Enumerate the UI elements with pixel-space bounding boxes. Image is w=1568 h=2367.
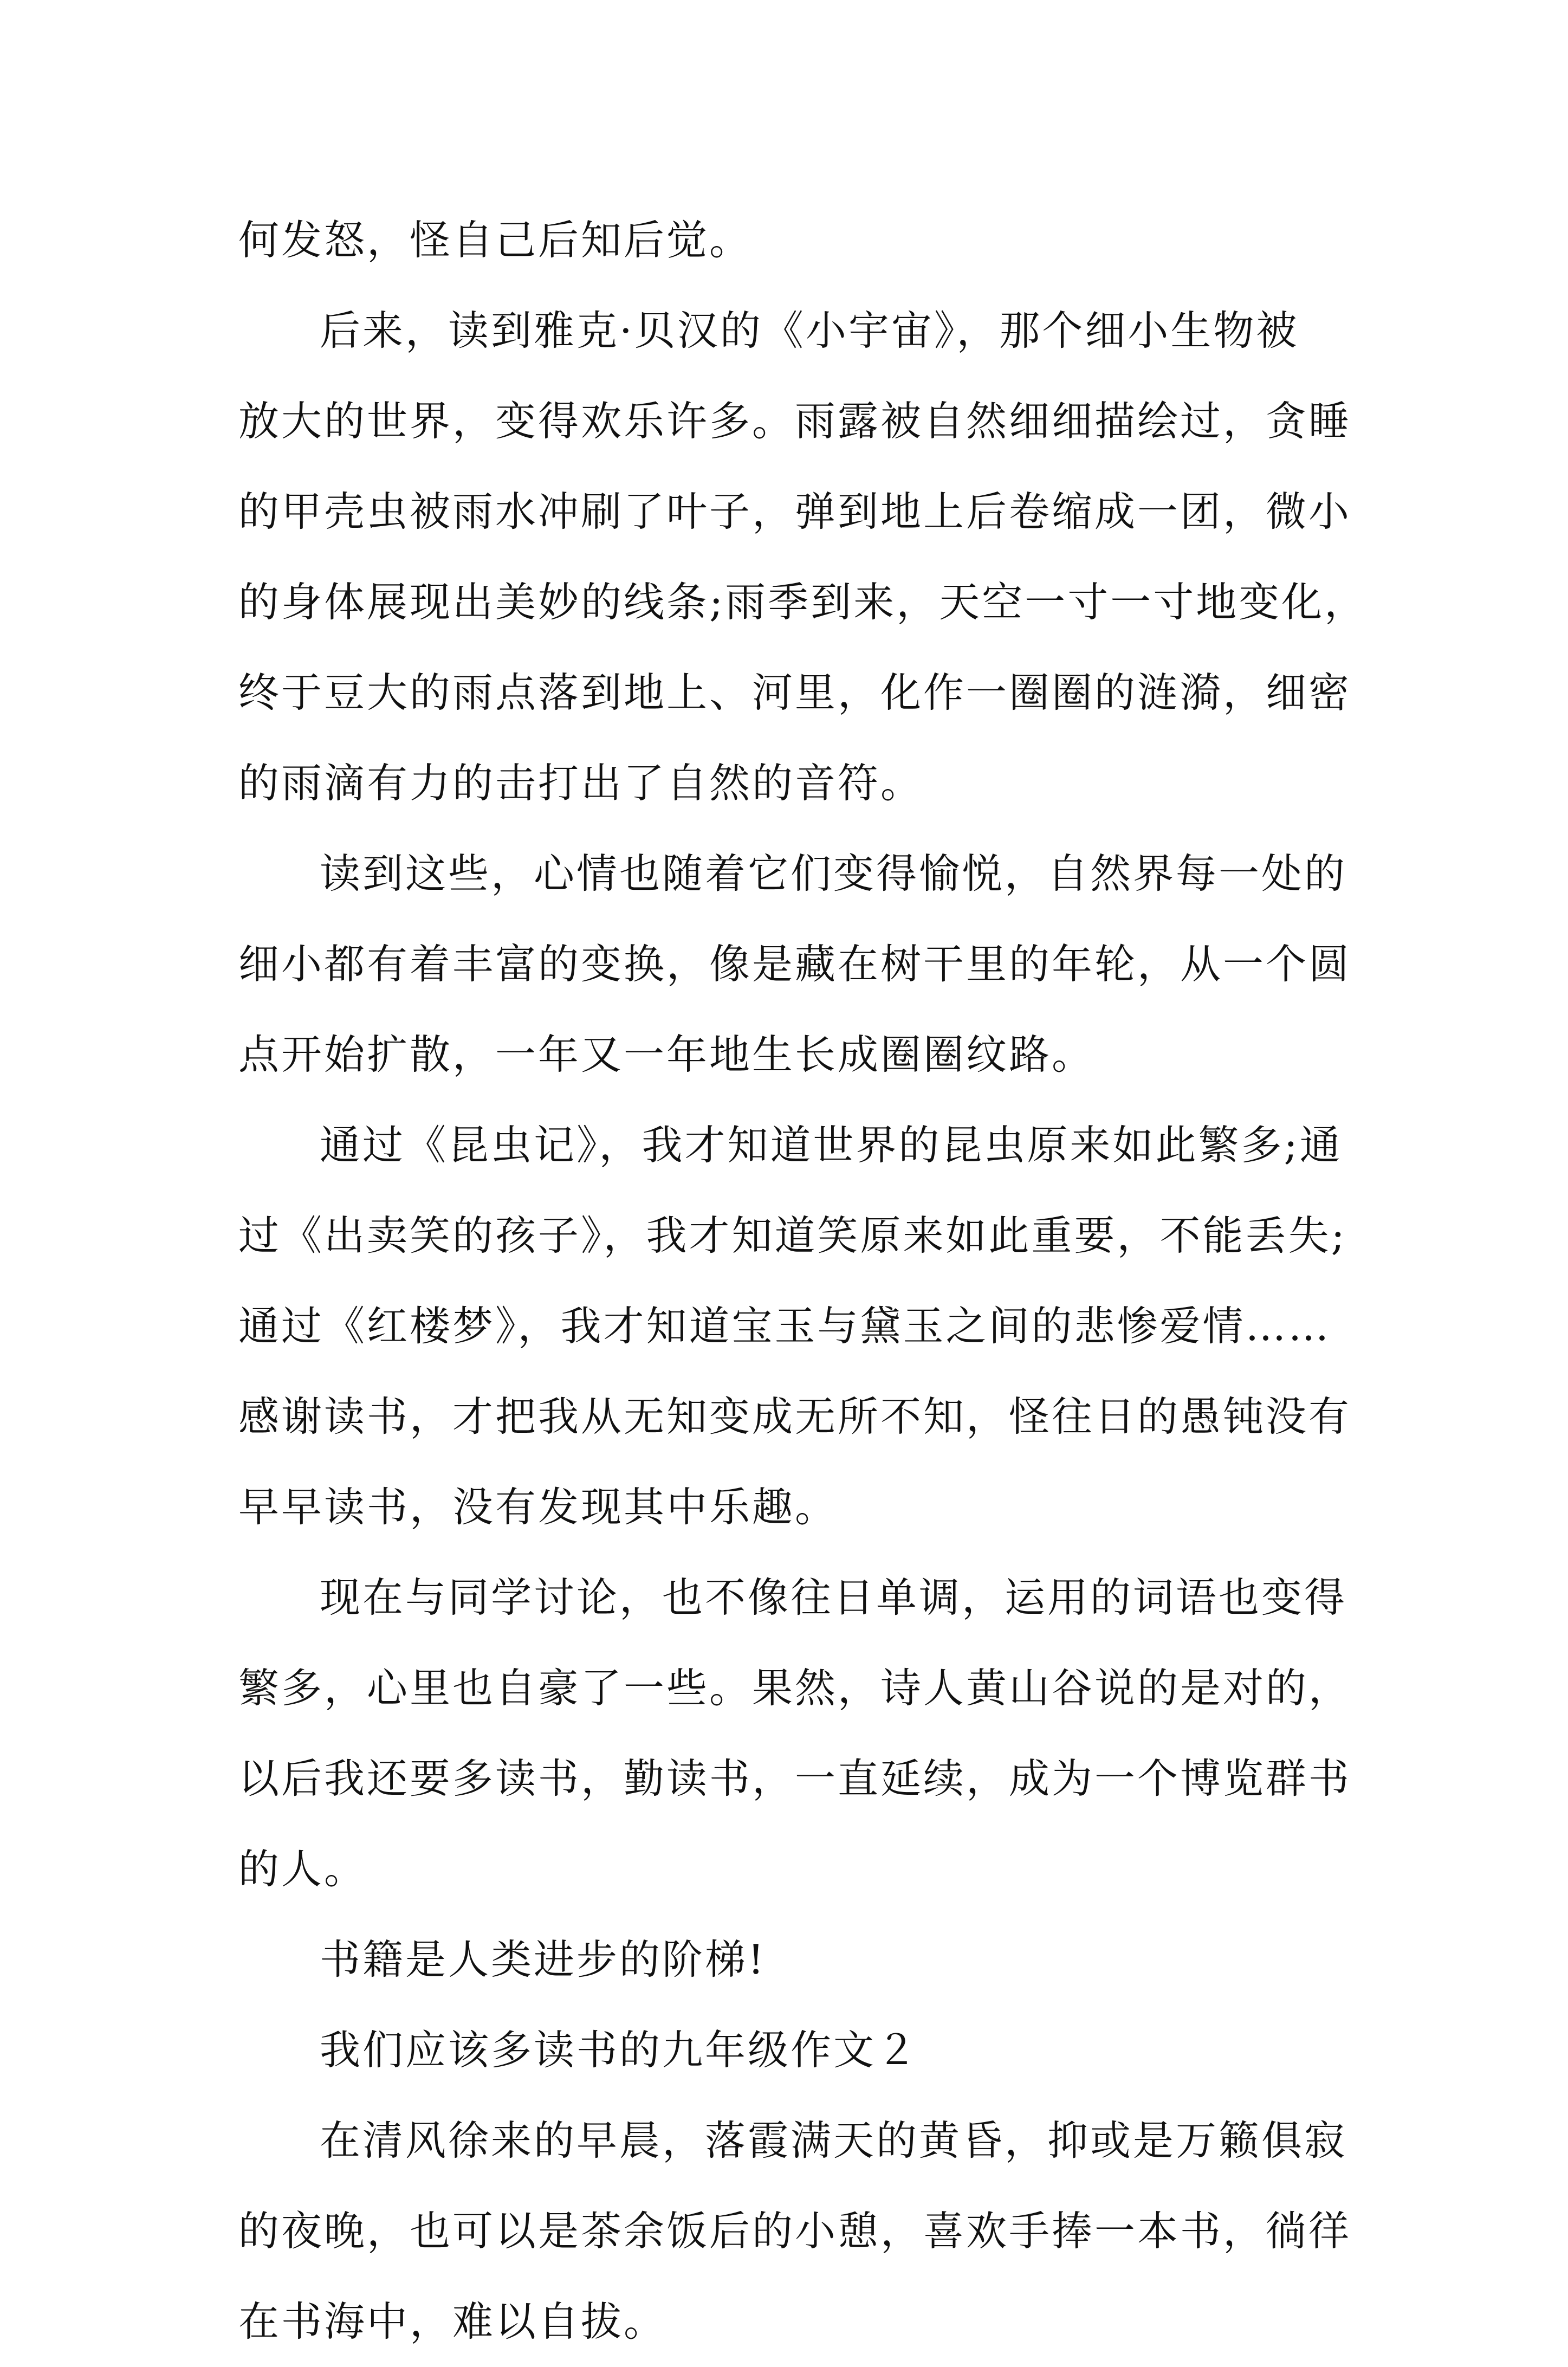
text-line: 在清风徐来的早晨，落霞满天的黄昏，抑或是万籁俱寂 xyxy=(320,2117,1347,2164)
text-line: 感谢读书，才把我从无知变成无所不知，怪往日的愚钝没有 xyxy=(238,1393,1352,1440)
text-line: 的雨滴有力的击打出了自然的音符。 xyxy=(238,759,924,807)
text-line: 通过《红楼梦》，我才知道宝玉与黛玉之间的悲惨爱情…… xyxy=(238,1302,1331,1350)
text-line: 点开始扩散，一年又一年地生长成圈圈纹路。 xyxy=(238,1031,1095,1078)
paragraph xyxy=(238,829,1352,1100)
text-line: 通过《昆虫记》，我才知道世界的昆虫原来如此繁多;通 xyxy=(320,1121,1343,1169)
text-line: 书籍是人类进步的阶梯! xyxy=(320,1936,767,1983)
text-line: 何发怒，怪自己后知后觉。 xyxy=(238,216,753,264)
paragraph xyxy=(238,2096,1352,2367)
paragraph xyxy=(238,286,1368,829)
text-line: 终于豆大的雨点落到地上、河里，化作一圈圈的涟漪，细密 xyxy=(238,669,1352,716)
paragraph xyxy=(238,1553,1352,1915)
text-line: 早早读书，没有发现其中乐趣。 xyxy=(238,1483,838,1531)
text-line: 的身体展现出美妙的线条;雨季到来，天空一寸一寸地变化， xyxy=(238,578,1368,626)
text-line: 读到这些，心情也随着它们变得愉悦，自然界每一处的 xyxy=(320,850,1347,897)
text-line: 现在与同学讨论，也不像往日单调，运用的词语也变得 xyxy=(320,1574,1347,1621)
text-line: 过《出卖笑的孩子》，我才知道笑原来如此重要，不能丢失; xyxy=(238,1212,1347,1259)
paragraph xyxy=(238,2005,1344,2096)
document-body xyxy=(238,195,1368,2367)
text-line: 的夜晚，也可以是茶余饭后的小憩，喜欢手捧一本书，徜徉 xyxy=(238,2207,1352,2255)
paragraph xyxy=(238,1100,1352,1553)
text-line: 以后我还要多读书，勤读书，一直延续，成为一个博览群书 xyxy=(238,1755,1352,1802)
text-line: 我们应该多读书的九年级作文２ xyxy=(320,2026,919,2074)
text-line: 的甲壳虫被雨水冲刷了叶子，弹到地上后卷缩成一团，微小 xyxy=(238,488,1352,535)
paragraph xyxy=(238,195,1344,286)
text-line: 放大的世界，变得欢乐许多。雨露被自然细细描绘过，贪睡 xyxy=(238,397,1352,445)
text-line: 在书海中，难以自拔。 xyxy=(238,2298,667,2345)
paragraph xyxy=(238,1915,1344,2005)
text-line: 繁多，心里也自豪了一些。果然，诗人黄山谷说的是对的， xyxy=(238,1664,1352,1712)
text-line: 细小都有着丰富的变换，像是藏在树干里的年轮，从一个圆 xyxy=(238,940,1352,988)
text-line: 后来，读到雅克·贝汉的《小宇宙》，那个细小生物被 xyxy=(320,307,1299,354)
text-line: 的人。 xyxy=(238,1845,367,1893)
